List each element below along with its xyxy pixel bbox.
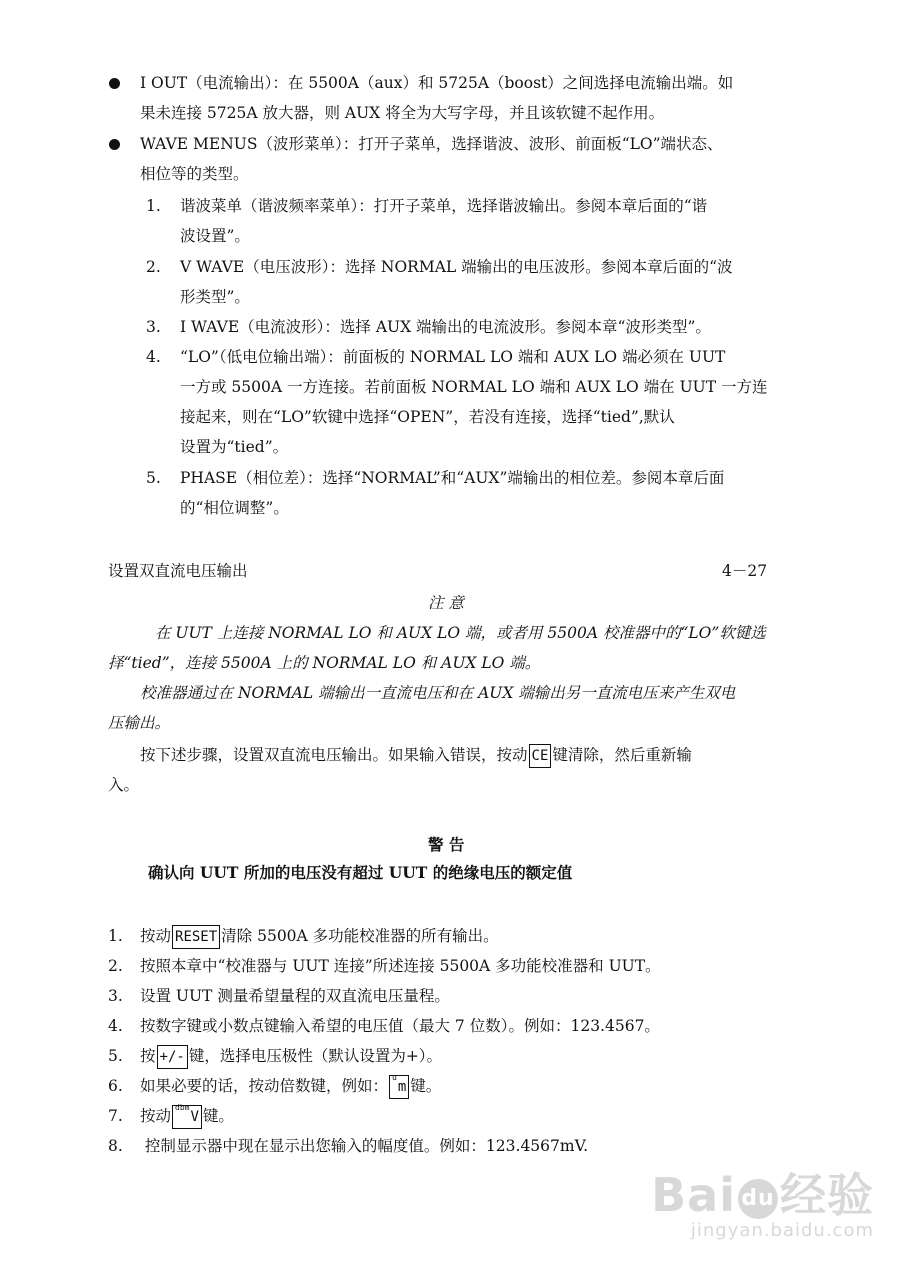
plus-minus-key[interactable]: +/-	[157, 1045, 188, 1069]
step-text: 设置 UUT 测量希望量程的双直流电压量程。	[140, 987, 450, 1005]
bullet-dot	[109, 78, 120, 89]
baidu-watermark	[651, 1170, 874, 1242]
intro-text: 键清除，然后重新输	[552, 746, 692, 764]
submenu-line: V WAVE（电压波形）：选择 NORMAL 端输出的电压波形。参阅本章后面的“波	[180, 258, 733, 276]
step	[108, 921, 499, 951]
bullet-line: I OUT（电流输出）：在 5500A（aux）和 5725A（boost）之间选择电流输出端。如	[140, 74, 734, 92]
note-line: 压输出。	[108, 714, 171, 732]
paw-icon: du	[738, 1179, 778, 1219]
submenu-number: 2.	[146, 258, 161, 276]
intro-line	[140, 740, 692, 770]
step-number: 4.	[108, 1017, 123, 1035]
step-text: 键。	[410, 1077, 442, 1095]
step	[108, 1011, 660, 1041]
ce-key[interactable]: CE	[529, 744, 552, 768]
bullet-line: WAVE MENUS（波形菜单）：打开子菜单，选择谐波、波形、前面板“LO”端状态、	[140, 135, 723, 153]
step-number: 2.	[108, 957, 123, 975]
submenu-line: “LO”（低电位输出端）：前面板的 NORMAL LO 端和 AUX LO 端必须在 UUT	[180, 348, 726, 366]
reset-key[interactable]: RESET	[172, 925, 220, 949]
step-text: 按数字键或小数点键输入希望的电压值（最大 7 位数）。例如：123.4567。	[140, 1017, 660, 1035]
submenu-line: 一方或 5500A 一方连接。若前面板 NORMAL LO 端和 AUX LO 端在 UUT 一方连	[180, 378, 768, 396]
step	[108, 981, 450, 1011]
submenu-line: PHASE（相位差）：选择“NORMAL”和“AUX”端输出的相位差。参阅本章后面	[180, 469, 725, 487]
note-line: 校准器通过在 NORMAL 端输出一直流电压和在 AUX 端输出另一直流电压来产生双电	[140, 684, 736, 702]
step	[108, 1041, 442, 1071]
submenu-line: 设置为“tied”。	[180, 438, 289, 456]
step-number: 7.	[108, 1107, 123, 1125]
key-superscript: u	[392, 1073, 397, 1083]
step-number: 6.	[108, 1077, 123, 1095]
step-text: 清除 5500A 多功能校准器的所有输出。	[221, 927, 499, 945]
step-text: 按	[140, 1047, 156, 1065]
submenu-line: 的“相位调整”。	[180, 499, 289, 517]
multiplier-m-key[interactable]	[389, 1075, 409, 1099]
step	[108, 1131, 588, 1161]
step-text: 按照本章中“校准器与 UUT 连接”所述连接 5500A 多功能校准器和 UUT。	[140, 957, 661, 975]
step-text: 按动	[140, 1107, 172, 1125]
submenu-line: 形类型”。	[180, 288, 250, 306]
step	[108, 951, 661, 981]
intro-line: 入。	[108, 776, 140, 794]
step	[108, 1101, 234, 1131]
step-text: 键，选择电压极性（默认设置为+）。	[188, 1047, 443, 1065]
key-label: V	[190, 1109, 199, 1125]
step-text: 键。	[202, 1107, 234, 1125]
note-line: 择“tied”，连接 5500A 上的 NORMAL LO 和 AUX LO 端。	[108, 654, 541, 672]
watermark-brand-left: Bai	[651, 1168, 736, 1222]
submenu-number: 5.	[146, 469, 161, 487]
watermark-url: jingyan.baidu.com	[690, 1220, 874, 1241]
volt-key[interactable]	[172, 1105, 202, 1129]
intro-text: 按下述步骤，设置双直流电压输出。如果输入错误，按动	[140, 746, 528, 764]
submenu-line: 接起来，则在“LO”软键中选择“OPEN”，若没有连接，选择“tied”,默认	[180, 408, 675, 426]
submenu-line: I WAVE（电流波形）：选择 AUX 端输出的电流波形。参阅本章“波形类型”。	[180, 318, 711, 336]
page-number: 4－27	[722, 562, 768, 580]
warning-title: 警 告	[428, 835, 465, 854]
submenu-number: 3.	[146, 318, 161, 336]
watermark-brand-right: 经验	[780, 1168, 874, 1222]
submenu-line: 谐波菜单（谐波频率菜单）：打开子菜单，选择谐波输出。参阅本章后面的“谐	[180, 197, 708, 215]
note-line: 在 UUT 上连接 NORMAL LO 和 AUX LO 端，或者用 5500A 校准器中的“LO”软键选	[155, 624, 766, 642]
note-title: 注 意	[428, 594, 464, 612]
watermark-brand	[651, 1170, 874, 1220]
bullet-line: 果未连接 5725A 放大器，则 AUX 将全为大写字母，并且该软键不起作用。	[140, 104, 665, 122]
step-number: 3.	[108, 987, 123, 1005]
warning-text: 确认向 UUT 所加的电压没有超过 UUT 的绝缘电压的额定值	[148, 863, 573, 882]
bullet-dot	[109, 139, 120, 150]
key-label: m	[397, 1079, 407, 1095]
submenu-number: 4.	[146, 348, 161, 366]
step-text: 按动	[140, 927, 172, 945]
step-text: 如果必要的话，按动倍数键，例如：	[140, 1077, 389, 1095]
submenu-number: 1.	[146, 197, 161, 215]
key-superscript: dbm	[175, 1103, 190, 1113]
step-number: 8.	[108, 1137, 123, 1155]
step-number: 5.	[108, 1047, 123, 1065]
submenu-line: 波设置”。	[180, 227, 250, 245]
bullet-line: 相位等的类型。	[140, 165, 249, 183]
step	[108, 1071, 441, 1101]
step-text: 控制显示器中现在显示出您输入的幅度值。例如：123.4567mV.	[140, 1137, 588, 1155]
section-title: 设置双直流电压输出	[108, 562, 248, 580]
step-number: 1.	[108, 927, 123, 945]
